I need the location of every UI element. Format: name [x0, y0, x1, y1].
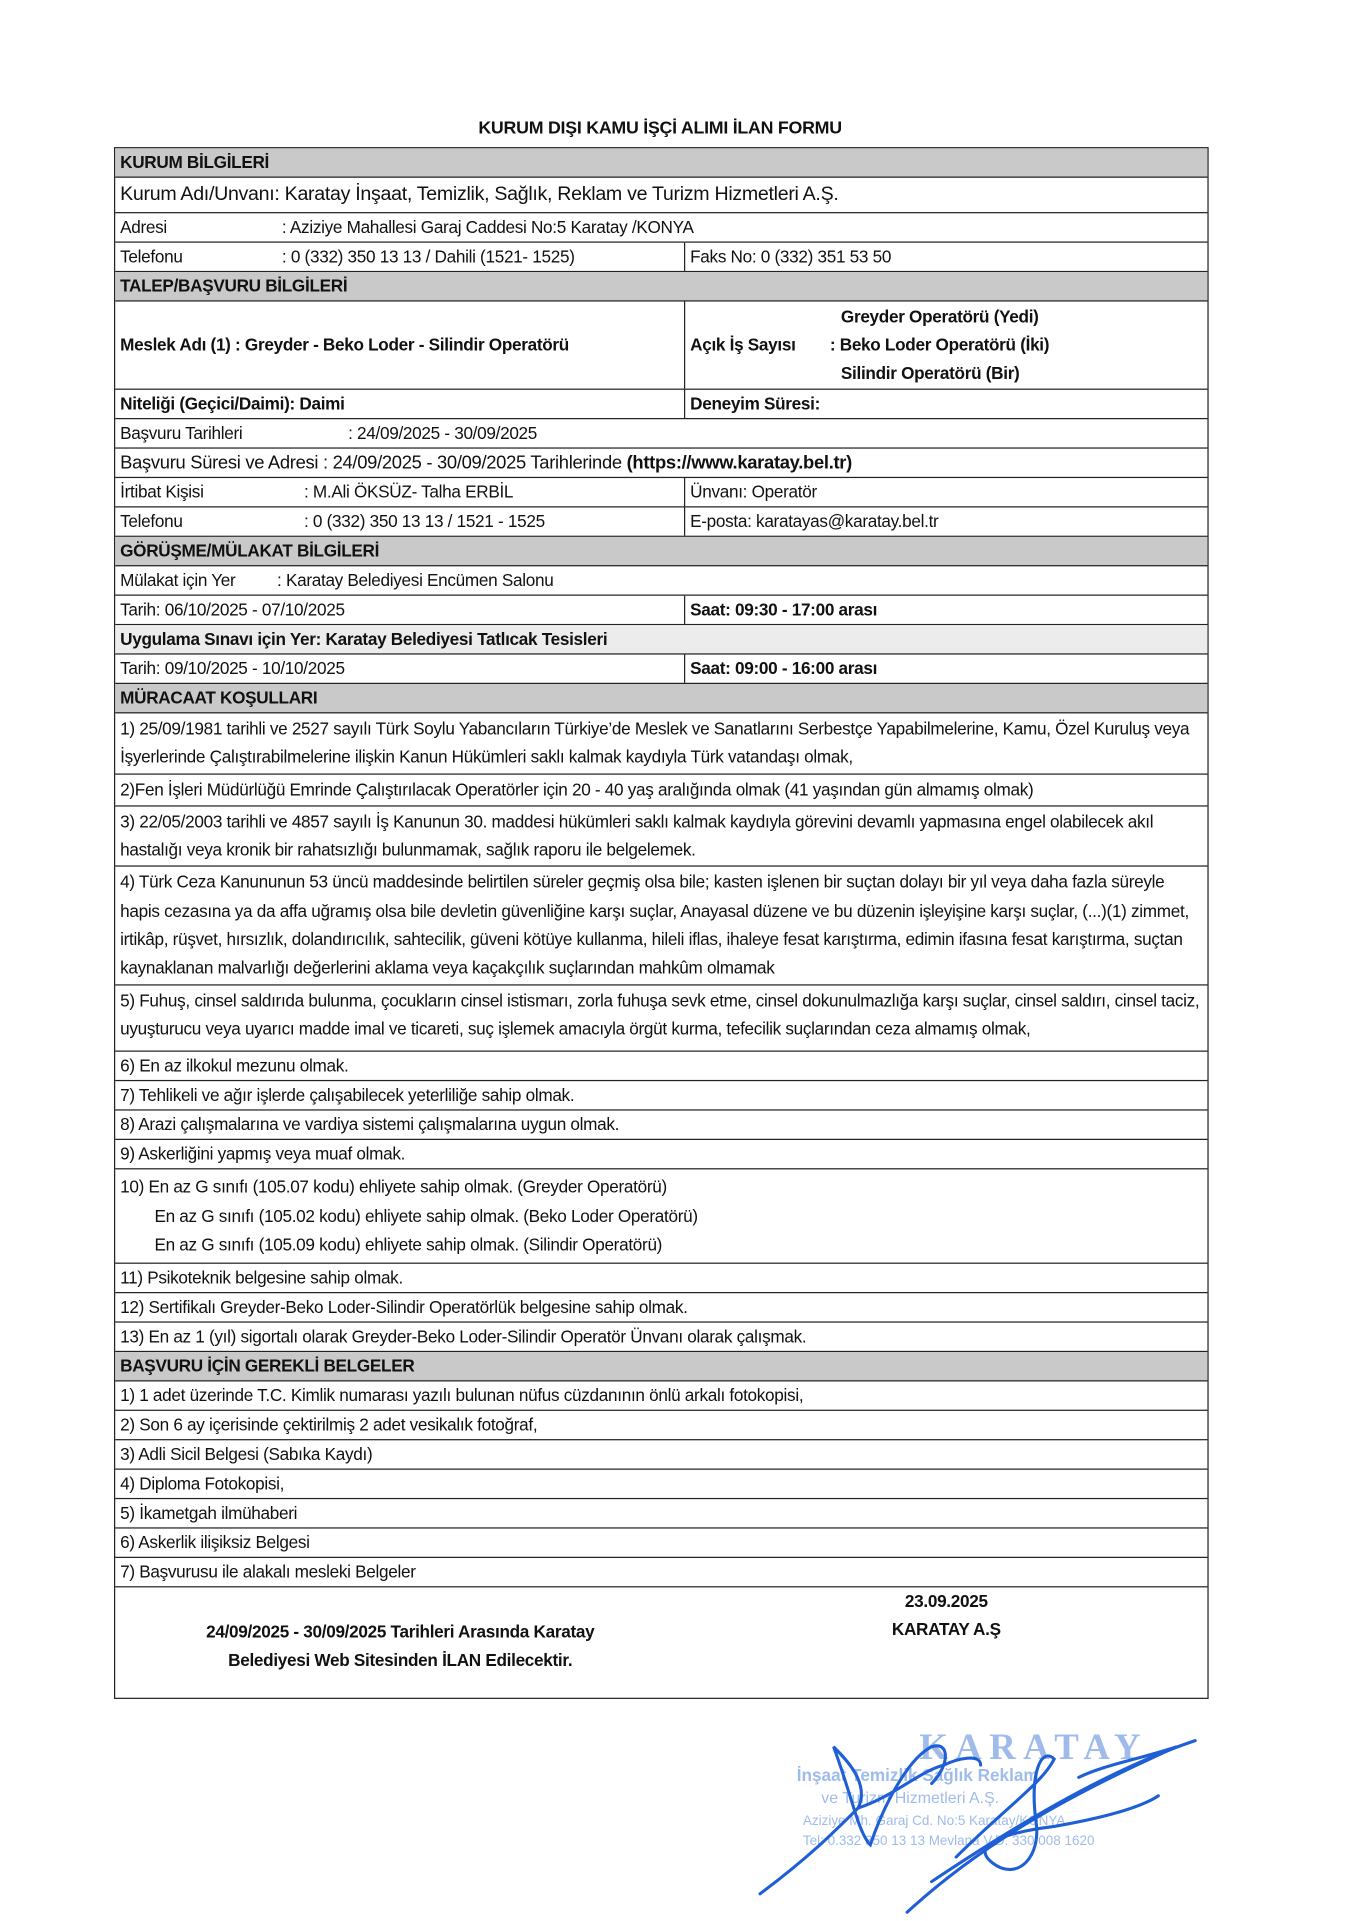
mulakat-tarih-row [115, 596, 1207, 625]
mulakat-saat: Saat: 09:30 - 17:00 arası [690, 599, 878, 620]
condition-row-10 [115, 1170, 1207, 1264]
condition-text: En az G sınıfı (105.09 kodu) ehliyete sahip olmak. (Silindir Operatörü) [154, 1234, 663, 1254]
acik-is-list [830, 303, 1049, 388]
kurum-name-row [115, 178, 1207, 214]
condition-row [115, 1293, 1207, 1322]
condition-text: 11) Psikoteknik belgesine sahip olmak. [120, 1267, 403, 1288]
condition-row [115, 985, 1207, 1052]
form-title: KURUM DIŞI KAMU İŞÇİ ALIMI İLAN FORMU [478, 118, 842, 139]
document-row [115, 1411, 1207, 1440]
contact-phone-value: : 0 (332) 350 13 13 / 1521 - 1525 [303, 511, 545, 531]
fax: Faks No: 0 (332) 351 53 50 [690, 246, 892, 266]
document-text: 4) Diploma Fotokopisi, [120, 1473, 285, 1494]
nitelik-row [115, 390, 1207, 419]
address-label: Adresi [120, 216, 167, 237]
section-header-talep [115, 272, 1207, 301]
condition-text: 5) Fuhuş, cinsel saldırıda bulunma, çocukların cinsel istismarı, zorla fuhuşa sevk etme, cinsel dokunulmazlığa karşı suçlar, cinsel saldırı, cinsel taciz, uyuşturucu veya uyarıcı madde imal ve ticareti, suç işlemek amacıyla örgüt kurma, tefecilik suçlarından ceza almamış olmak, [120, 990, 1200, 1039]
basvuru-sure: Başvuru Süresi ve Adresi : 24/09/2025 - 30/09/2025 Tarihlerinde [120, 452, 627, 474]
section-header-muracaat [115, 684, 1207, 713]
document-row [115, 1529, 1207, 1558]
email: E-posta: karatayas@karatay.bel.tr [690, 511, 939, 531]
document-row [115, 1441, 1207, 1470]
meslek-adi: Meslek Adı (1) : Greyder - Beko Loder - Silindir Operatörü [115, 302, 685, 389]
condition-text: En az G sınıfı (105.02 kodu) ehliyete sahip olmak. (Beko Loder Operatörü) [154, 1205, 698, 1226]
phone-label: Telefonu [120, 246, 183, 266]
basvuru-tarih-value: : 24/09/2025 - 30/09/2025 [348, 422, 538, 443]
document-text: 1) 1 adet üzerinde T.C. Kimlik numarası yazılı bulunan nüfus cüzdanının önlü arkalı fotokopisi, [120, 1385, 804, 1405]
uygulama-saat: Saat: 09:00 - 16:00 arası [690, 658, 878, 678]
uygulama-row [115, 625, 1207, 654]
irtibat-row [115, 478, 1207, 507]
acik-is-item: : Beko Loder Operatörü (İki) [829, 334, 1050, 355]
publication-notice [115, 1588, 685, 1698]
document-row [115, 1382, 1207, 1411]
uygulama-tarih: Tarih: 09/10/2025 - 10/10/2025 [115, 655, 685, 683]
section-title: MÜRACAAT KOŞULLARI [120, 687, 318, 708]
condition-text: 10) En az G sınıfı (105.07 kodu) ehliyete sahip olmak. (Greyder Operatörü) [120, 1177, 667, 1197]
irtibat-label: İrtibat Kişisi [120, 481, 204, 502]
address-row [115, 213, 1207, 242]
condition-text: 9) Askerliğini yapmış veya muaf olmak. [120, 1143, 406, 1164]
condition-text: 3) 22/05/2003 tarihli ve 4857 sayılı İş Kanunun 30. maddesi hükümleri saklı kalmak kaydıyla görevini devamlı yapmasına engel olabilecek akıl hastalığı veya kronik bir rahatsızlığı bulunmamak, sağlık raporu ile belgelemek. [120, 811, 1154, 860]
condition-row [115, 867, 1207, 985]
condition-row [115, 806, 1207, 867]
contact-phone-label: Telefonu [120, 511, 183, 531]
svg-text:KARATAY: KARATAY [919, 1726, 1148, 1768]
mulakat-yer-row [115, 566, 1207, 595]
stamp-and-signature [735, 1710, 1201, 1918]
address-value: : Aziziye Mahallesi Garaj Caddesi No:5 Karatay /KONYA [281, 216, 694, 237]
basvuru-tarih-row [115, 419, 1207, 448]
footer-row [115, 1588, 1207, 1698]
condition-row [115, 713, 1207, 774]
document-row [115, 1499, 1207, 1528]
website-link[interactable]: (https://www.karatay.bel.tr) [626, 452, 852, 474]
document-text: 7) Başvurusu ile alakalı mesleki Belgeler [120, 1561, 416, 1582]
mulakat-yer-label: Mülakat için Yer [120, 569, 236, 590]
mulakat-yer-value: : Karatay Belediyesi Encümen Salonu [277, 569, 554, 590]
acik-is-item: Silindir Operatörü (Bir) [840, 362, 1020, 383]
uygulama-yer: Uygulama Sınavı için Yer: Karatay Belediyesi Tatlıcak Tesisleri [120, 628, 608, 649]
section-title: KURUM BİLGİLERİ [120, 151, 270, 172]
document-row [115, 1558, 1207, 1587]
unvan: Ünvanı: Operatör [690, 481, 817, 502]
section-title: GÖRÜŞME/MÜLAKAT BİLGİLERİ [120, 540, 380, 561]
condition-text: 8) Arazi çalışmalarına ve vardiya sistemi çalışmalarına uygun olmak. [120, 1114, 620, 1135]
condition-text: 1) 25/09/1981 tarihli ve 2527 sayılı Türk Soylu Yabancıların Türkiye’de Meslek ve Sanatlarını Serbestçe Yapabilmelerine, Kamu, Özel Kuruluş veya İşyerlerinde Çalıştırabilmelerine ilişkin Kanun Hükümleri saklı kalmak kaydıyla Türk vatandaşı olmak, [120, 718, 1190, 767]
condition-text: 4) Türk Ceza Kanununun 53 üncü maddesinde belirtilen süreler geçmiş olsa bile; kasten işlenen bir suçtan dolayı bir yıl veya daha fazla süreyle hapis cezasına ya da affa uğramış olsa bile devletin güvenliğine karşı suçlar, Anayasal düzene ve bu düzenin işleyişine karşı suçlar, (...)(1) zimmet, irtikâp, rüşvet, hırsızlık, dolandırıcılık, sahtecilik, güveni kötüye kullanma, hileli iflas, ihaleye fesat karıştırma, edimin ifasına fesat karıştırma, suçtan kaynaklanan malvarlığı değerlerini aklama veya kaçakçılık suçlarından mahkûm olmamak [120, 872, 1189, 978]
kurum-name: Kurum Adı/Unvanı: Karatay İnşaat, Temizlik, Sağlık, Reklam ve Turizm Hizmetleri A.Ş. [120, 183, 839, 205]
signature-company: KARATAY A.Ş [891, 1619, 1001, 1640]
section-header-belgeler [115, 1352, 1207, 1381]
uygulama-tarih-row [115, 655, 1207, 684]
contact-phone-row [115, 507, 1207, 536]
condition-text: 13) En az 1 (yıl) sigortalı olarak Greyder-Beko Loder-Silindir Operatör Ünvanı olarak çalışmak. [120, 1326, 807, 1347]
acik-is-label: Açık İş Sayısı [690, 334, 796, 355]
svg-text:Aziziye Mh. Garaj Cd. No:5 Kar: Aziziye Mh. Garaj Cd. No:5 Karatay/KONYA [802, 1813, 1066, 1829]
condition-text: 2)Fen İşleri Müdürlüğü Emrinde Çalıştırılacak Operatörler için 20 - 40 yaş aralığında olmak (41 yaşından gün almamış olmak) [120, 779, 1034, 799]
signature-block [685, 1588, 1207, 1698]
condition-row [115, 1081, 1207, 1110]
phone-row [115, 243, 1207, 272]
document-text: 2) Son 6 ay içerisinde çektirilmiş 2 adet vesikalık fotoğraf, [120, 1414, 538, 1435]
meslek-row [115, 302, 1207, 390]
condition-row [115, 1264, 1207, 1293]
svg-text:İnşaat Temizlik Sağlık Reklam: İnşaat Temizlik Sağlık Reklam [796, 1765, 1039, 1786]
section-title: BAŞVURU İÇİN GEREKLİ BELGELER [120, 1355, 415, 1376]
condition-row [115, 1140, 1207, 1169]
nitelik: Niteliği (Geçici/Daimi): Daimi [115, 390, 685, 418]
condition-row [115, 774, 1207, 806]
signature-date: 23.09.2025 [904, 1591, 988, 1611]
acik-is-item: Greyder Operatörü (Yedi) [840, 306, 1039, 327]
svg-text:ve Turizm Hizmetleri A.Ş.: ve Turizm Hizmetleri A.Ş. [821, 1790, 1000, 1808]
document-text: 5) İkametgah ilmühaberi [120, 1503, 298, 1523]
condition-row [115, 1323, 1207, 1352]
condition-row [115, 1111, 1207, 1140]
condition-text: 6) En az ilkokul mezunu olmak. [120, 1055, 349, 1076]
document-row [115, 1470, 1207, 1499]
notice-line: Belediyesi Web Sitesinden İLAN Edilecektir. [228, 1650, 573, 1670]
basvuru-tarih-label: Başvuru Tarihleri [120, 422, 243, 443]
svg-text:Tel: 0.332 350 13 13 Mevlana V: Tel: 0.332 350 13 13 Mevlana V.D. 330 008 1620 [802, 1832, 1095, 1848]
document-text: 6) Askerlik ilişiksiz Belgesi [120, 1532, 310, 1553]
deneyim: Deneyim Süresi: [690, 393, 821, 414]
section-header-kurum [115, 148, 1207, 177]
mulakat-tarih: Tarih: 06/10/2025 - 07/10/2025 [115, 596, 685, 624]
section-header-gorusme [115, 537, 1207, 566]
condition-text: 12) Sertifikalı Greyder-Beko Loder-Silindir Operatörlük belgesine sahip olmak. [120, 1297, 688, 1317]
condition-row [115, 1052, 1207, 1081]
condition-text: 7) Tehlikeli ve ağır işlerde çalışabilecek yeterliliğe sahip olmak. [120, 1085, 575, 1105]
section-title: TALEP/BAŞVURU BİLGİLERİ [120, 275, 348, 296]
notice-line: 24/09/2025 - 30/09/2025 Tarihleri Arasında Karatay [206, 1621, 595, 1642]
basvuru-sure-row [115, 449, 1207, 478]
form-table [114, 147, 1209, 1699]
document-text: 3) Adli Sicil Belgesi (Sabıka Kaydı) [120, 1444, 373, 1464]
phone-value: : 0 (332) 350 13 13 / Dahili (1521- 1525) [281, 246, 575, 266]
irtibat-value: : M.Ali ÖKSÜZ- Talha ERBİL [303, 481, 514, 502]
